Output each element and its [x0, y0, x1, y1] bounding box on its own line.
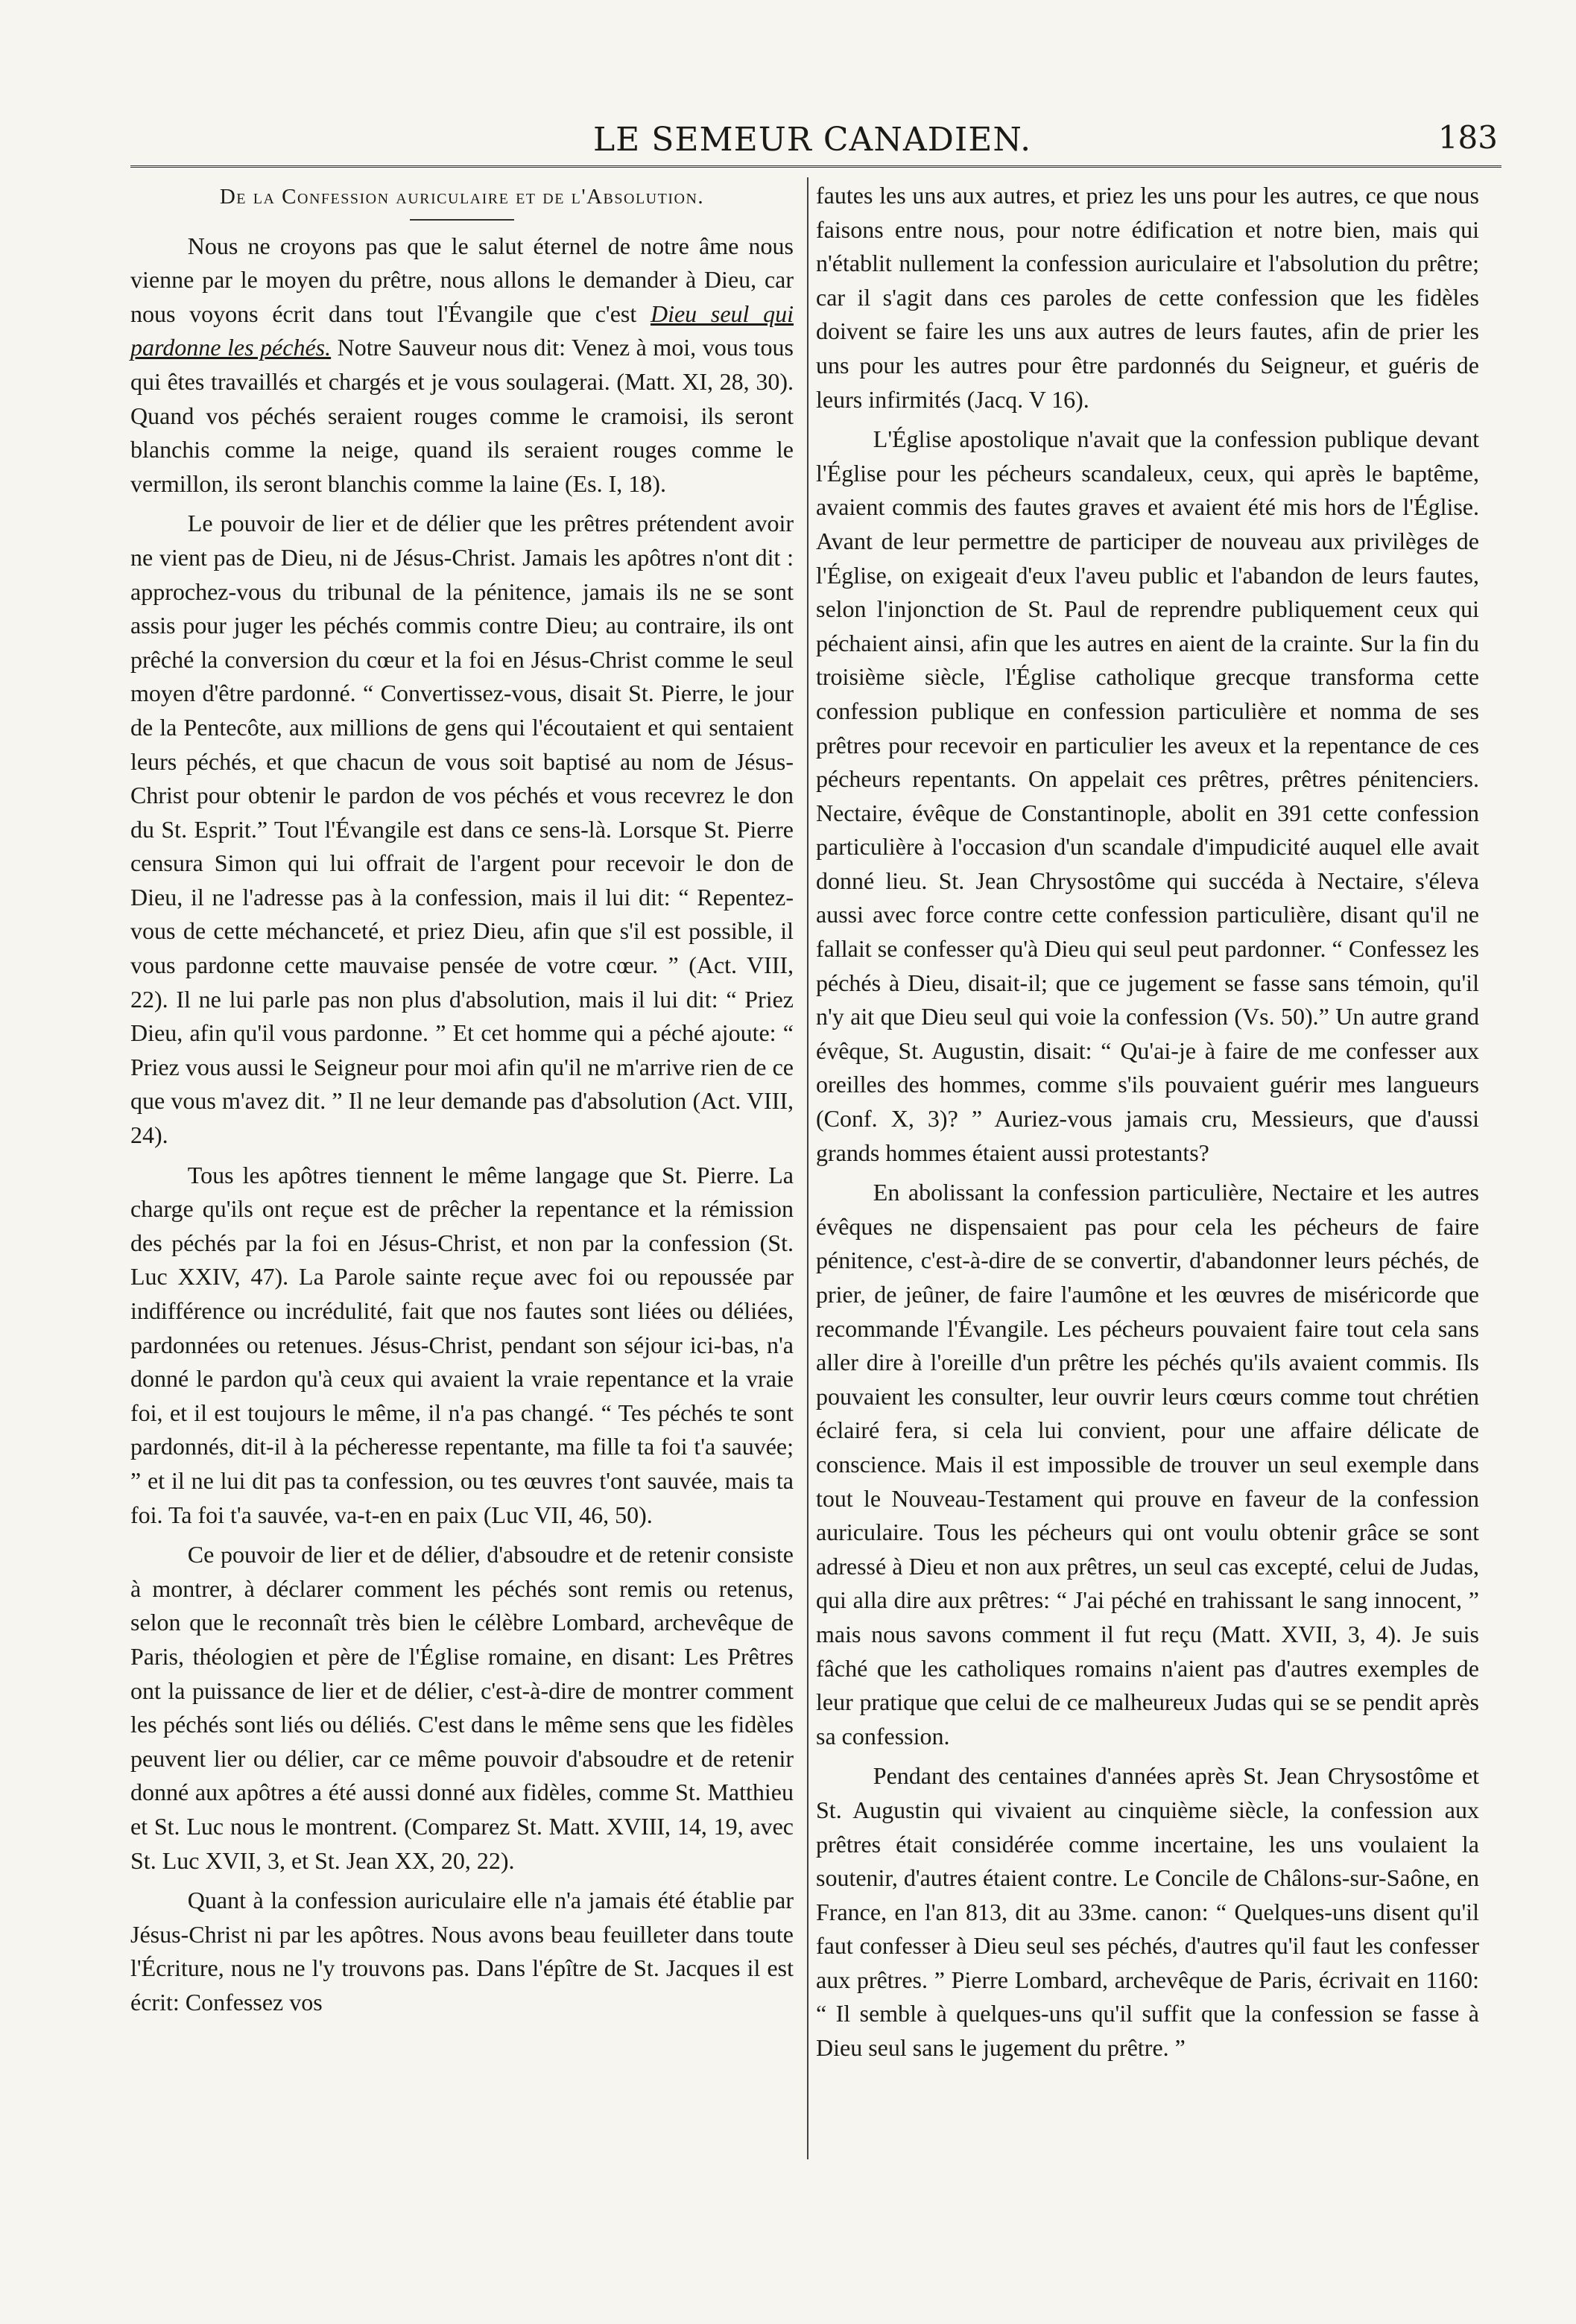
paragraph [130, 229, 794, 501]
paragraph: Quant à la confession auriculaire elle n'a jamais été établie par Jésus-Christ ni par les apôtres. Nous avons beau feuilleter dans toute l'Écriture, nous ne l'y trouvons pas. Dans l'épître de St. Jacques il est écrit: Confessez vos [130, 1887, 794, 2016]
masthead [127, 112, 1498, 164]
right-column [816, 179, 1479, 2071]
column-divider [807, 177, 808, 2159]
paragraph-continued: fautes les uns aux autres, et priez les uns pour les autres, ce que nous faisons entre nous, pour notre édification et notre bien, mais qui n'établit nullement la confession auriculaire et l'absolution du prêtre; car il s'agit dans ces paroles de cette confession que les fidèles doivent se faire les uns aux autres de leurs fautes, afin de prier les uns pour les autres pour être pardonnés du Seigneur, et guéris de leurs infirmités (Jacq. V 16). [816, 182, 1479, 413]
paragraph: L'Église apostolique n'avait que la confession publique devant l'Église pour les pécheurs scandaleux, ceux, qui après le baptême, avaient commis des fautes graves et avaient été mis hors de l'Église. Avant de leur permettre de participer de nouveau aux privilèges de l'Église, on exigeait d'eux l'aveu public et l'abandon de leurs fautes, selon l'injonction de St. Paul de reprendre publiquement ceux qui péchaient ainsi, afin que les autres en aient de la crainte. Sur la fin du troisième siècle, l'Église catholique grecque transforma cette confession publique en confession particulière et nomma de ses prêtres pour recevoir en particulier les aveux et la repentance de ces pécheurs repentants. On appelait ces prêtres, prêtres pénitenciers. Nectaire, évêque de Constantinople, abolit en 391 cette confession particulière à l'occasion d'un scandale d'impudicité auquel elle avait donné lieu. St. Jean Chrysostôme qui succéda à Nectaire, s'éleva aussi avec force contre cette confession particulière, disant qu'il ne fallait se confesser qu'à Dieu qui seul peut pardonner. “ Confessez les péchés à Dieu, disait-il; que ce jugement se fasse sans témoin, qu'il n'y ait que Dieu seul qui voie la confession (Vs. 50).” Un autre grand évêque, St. Augustin, disait: “ Qu'ai-je à faire de me confesser aux oreilles des hommes, comme s'ils pouvaient guérir mes langueurs (Conf. X, 3)? ” Auriez-vous jamais cru, Messieurs, que d'aussi grands hommes étaient aussi protestants? [816, 425, 1479, 1166]
heading-rule [410, 219, 514, 221]
article-heading: De la Confession auriculaire et de l'Absolution. [219, 185, 705, 209]
paragraph-text: Nous ne croyons pas que le salut éternel de notre âme nous vienne par le moyen du prêtre, nous allons le demander à Dieu, car nous voyons écrit dans tout l'Évangile que c'est [130, 232, 794, 327]
paragraph: Ce pouvoir de lier et de délier, d'absoudre et de retenir consiste à montrer, à déclarer comment les péchés sont remis ou retenus, selon que le reconnaît très bien le célèbre Lombard, archevêque de Paris, théologien et père de l'Église romaine, en disant: Les Prêtres ont la puissance de lier et de délier, c'est-à-dire de montrer comment les péchés sont liés ou déliés. C'est dans le même sens que les fidèles peuvent lier ou délier, car ce même pouvoir d'absoudre et de retenir donné aux apôtres a été aussi donné aux fidèles, comme St. Matthieu et St. Luc nous le montrent. (Comparez St. Matt. XVIII, 14, 19, avec St. Luc XVII, 3, et St. Jean XX, 20, 22). [130, 1541, 794, 1874]
paragraph: Le pouvoir de lier et de délier que les prêtres prétendent avoir ne vient pas de Dieu, ni de Jésus-Christ. Jamais les apôtres n'ont dit : approchez-vous du tribunal de la pénitence, jamais ils ne se sont assis pour juger les péchés commis contre Dieu; au contraire, ils ont prêché la conversion du cœur et la foi en Jésus-Christ comme le seul moyen d'être pardonné. “ Convertissez-vous, disait St. Pierre, le jour de la Pentecôte, aux millions de gens qui l'écoutaient et qui sentaient leurs péchés, et que chacun de vous soit baptisé au nom de Jésus-Christ pour obtenir le pardon de vos péchés et vous recevrez le don du St. Esprit.” Tout l'Évangile est dans ce sens-là. Lorsque St. Pierre censura Simon qui lui offrait de l'argent pour recevoir le don de Dieu, il ne l'adresse pas à la confession, mais il lui dit: “ Repentez-vous de cette méchanceté, et priez Dieu, afin que s'il est possible, il vous pardonne cette mauvaise pensée de votre cœur. ” (Act. VIII, 22). Il ne lui parle pas non plus d'absolution, mais il lui dit: “ Priez Dieu, afin qu'il vous pardonne. ” Et cet homme qui a péché ajoute: “ Priez vous aussi le Seigneur pour moi afin qu'il ne m'arrive rien de ce que vous m'avez dit. ” Il ne leur demande pas d'absolution (Act. VIII, 24). [130, 510, 794, 1149]
emphasized-text: Dieu seul qui pardonne les péchés. [130, 300, 794, 361]
left-column [130, 179, 794, 2025]
paragraph: Tous les apôtres tiennent le même langage que St. Pierre. La charge qu'ils ont reçue est de prêcher la repentance et la rémission des péchés par la foi en Jésus-Christ, et non par la confession (St. Luc XXIV, 47). La Parole sainte reçue avec foi ou repoussée par indifférence ou incrédulité, fait que nos fautes sont liées ou déliées, pardonnées ou retenues. Jésus-Christ, pendant son séjour ici-bas, n'a donné le pardon qu'à ceux qui avaient la vraie repentance et la vraie foi, et il est toujours le même, il n'a pas changé. “ Tes péchés te sont pardonnés, dit-il à la pécheresse repentante, ma fille ta foi t'a sauvée; ” et il ne lui dit pas ta confession, ou tes œuvres t'ont sauvée, mais ta foi. Ta foi t'a sauvée, va-t-en en paix (Luc VII, 46, 50). [130, 1161, 794, 1528]
header-rule [130, 165, 1501, 168]
paragraph-text: Notre Sauveur nous dit: Venez à moi, vous tous qui êtes travaillés et chargés et je vous soulagerai. (Matt. XI, 28, 30). Quand vos péchés seraient rouges comme le cramoisi, ils seront blanchis comme la neige, quand ils seraient rouges comme le vermillon, ils seront blanchis comme la laine (Es. I, 18). [130, 334, 794, 497]
page-number: 183 [1437, 119, 1498, 156]
paragraph: Pendant des centaines d'années après St. Jean Chrysostôme et St. Augustin qui vivaient au cinquième siècle, la confession aux prêtres était considérée comme incertaine, les uns voulaient la soutenir, d'autres étaient contre. Le Concile de Châlons-sur-Saône, en France, en l'an 813, dit au 33me. canon: “ Quelques-uns disent qu'il faut confesser à Dieu seul ses péchés, d'autres qu'il faut les confesser aux prêtres. ” Pierre Lombard, archevêque de Paris, écrivait en 1160: “ Il semble à quelques-uns qu'il suffit que la confession se fasse à Dieu seul sans le jugement du prêtre. ” [816, 1762, 1479, 2062]
newspaper-title: LE SEMEUR CANADIEN. [592, 121, 1032, 159]
paragraph: En abolissant la confession particulière, Nectaire et les autres évêques ne dispensaient pas pour cela les pécheurs de faire pénitence, c'est-à-dire de se convertir, d'abandonner leurs péchés, de prier, de jeûner, de faire l'aumône et les œuvres de miséricorde que recommande l'Évangile. Les pécheurs pouvaient faire tout cela sans aller dire à l'oreille d'un prêtre les péchés qu'ils avaient commis. Ils pouvaient les consulter, leur ouvrir leurs cœurs comme tout chrétien éclairé fera, si cela lui convient, pour une affaire délicate de conscience. Mais il est impossible de trouver un seul exemple dans tout le Nouveau-Testament qui prouve en faveur de la confession auriculaire. Tous les pécheurs qui ont voulu obtenir grâce se sont adressé à Dieu et non aux prêtres, un seul cas excepté, celui de Judas, qui alla dire aux prêtres: “ J'ai péché en trahissant le sang innocent, ” mais nous savons comment il fut reçu (Matt. XVII, 3, 4). Je suis fâché que les catholiques romains n'aient pas d'autres exemples de leur pratique que celui de ce malheureux Judas qui se se pendit après sa confession. [816, 1179, 1479, 1750]
